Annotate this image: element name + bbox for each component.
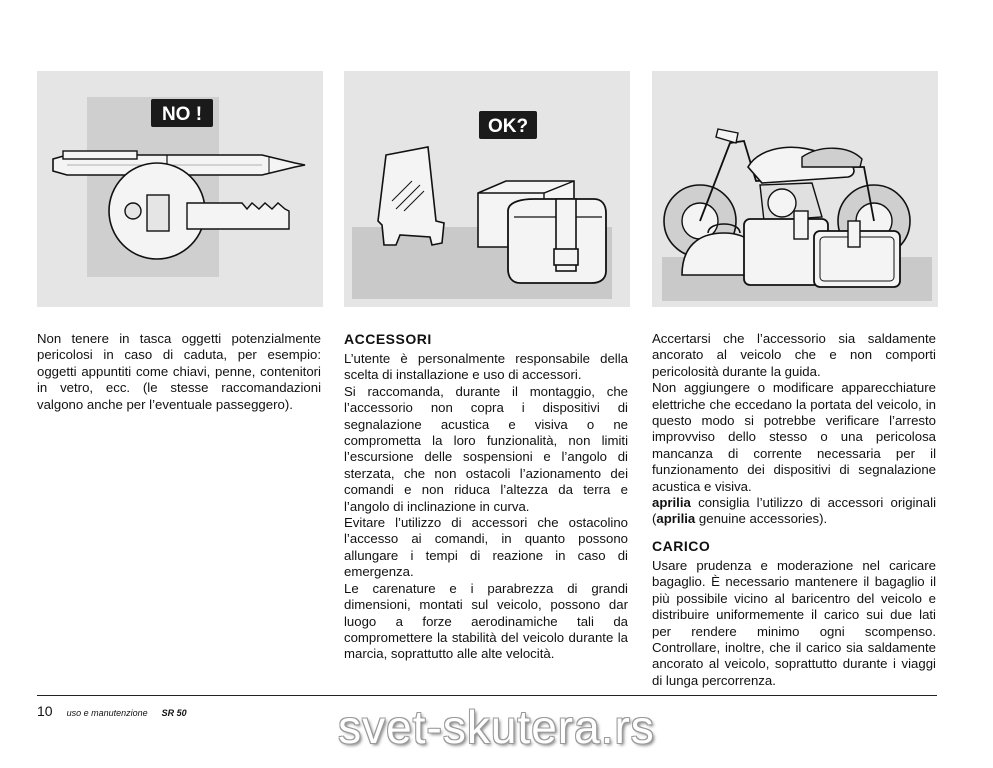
page-number: 10 bbox=[37, 703, 53, 719]
watermark: svet-skutera.rs bbox=[338, 701, 655, 753]
manual-title: uso e manutenzione bbox=[66, 708, 148, 718]
column-accessories bbox=[344, 331, 628, 663]
accessories-paragraph-7-part-b: genuine accessories). bbox=[695, 511, 828, 527]
brand-name: aprilia bbox=[652, 495, 691, 511]
accessories-paragraph-6: Non aggiungere o modificare apparecchiature elettriche che eccedano la portata del veicolo, in questo modo si potrebbe verificare l’arresto improvviso dello stesso o una pericolosa mancanza di corrente necessaria per il funzionamento dei dispositivi di segnalazione acustica e visiva. bbox=[652, 380, 936, 494]
accessories-heading: ACCESSORI bbox=[344, 331, 432, 347]
motorcycle-and-luggage-drawing bbox=[652, 71, 938, 307]
accessories-paragraph-7 bbox=[652, 495, 936, 528]
accessories-paragraph-7-part-a: consiglia l’utilizzo di accessori originali ( bbox=[652, 495, 936, 527]
accessories-paragraph-5: Accertarsi che l’accessorio sia saldamente ancorato al veicolo che e non comporti pericolosità durante la guida. bbox=[652, 331, 936, 379]
pen-and-key-drawing bbox=[37, 71, 323, 307]
brand-name-2: aprilia bbox=[656, 511, 696, 527]
ok-badge: OK? bbox=[487, 116, 529, 137]
model-name: SR 50 bbox=[161, 708, 187, 718]
column-accessories-and-load bbox=[652, 331, 936, 689]
column-pocket-warning bbox=[37, 331, 321, 413]
windscreen-and-bags-drawing bbox=[344, 71, 630, 307]
no-badge: NO ! bbox=[161, 104, 203, 125]
load-paragraph: Usare prudenza e moderazione nel caricare bagaglio. È necessario mantenere il bagaglio il più possibile vicino al baricentro del veicolo e distribuire uniformemente il carico sui due lati per rendere minimo ogni scompenso. Controllare, inoltre, che il carico sia saldamente ancorato al veicolo, soprattutto durante i viaggi di lunga percorrenza. bbox=[652, 557, 936, 688]
accessories-paragraph-2: Si raccomanda, durante il montaggio, che l’accessorio non copra i dispositivi di segnalazione acustica e visiva o ne comprometta la loro funzionalità, non limiti l’escursione delle sospensioni e l’angolo di sterzata, che non ostacoli l’azionamento dei comandi e non riduca l’altezza da terra e l’angolo di inclinazione in curva. bbox=[344, 383, 628, 514]
footer-divider bbox=[37, 695, 937, 696]
illustration-pocket-objects bbox=[37, 71, 323, 307]
accessories-paragraph-3: Evitare l’utilizzo di accessori che ostacolino l’accesso ai comandi, in quanto possono allungare i tempi di reazione in caso di emergenza. bbox=[344, 515, 628, 580]
load-heading: CARICO bbox=[652, 537, 711, 554]
accessories-paragraph-1: L’utente è personalmente responsabile della scelta di installazione e uso di accessori. bbox=[344, 351, 628, 383]
illustration-motorcycle-load bbox=[652, 71, 938, 307]
illustration-accessories bbox=[344, 71, 630, 307]
accessories-paragraph-4: Le carenature e i parabrezza di grandi dimensioni, montati sul veicolo, possono dar luogo a forze aerodinamiche tali da compromettere la stabilità del veicolo durante la marcia, soprattutto alle alte velocità. bbox=[344, 580, 628, 662]
pocket-warning-text: Non tenere in tasca oggetti potenzialmente pericolosi in caso di caduta, per esempio: oggetti appuntiti come chiavi, penne, contenitori in vetro, ecc. (le stesse raccomandazioni valgono anche per l’eventuale passeggero). bbox=[37, 331, 321, 412]
